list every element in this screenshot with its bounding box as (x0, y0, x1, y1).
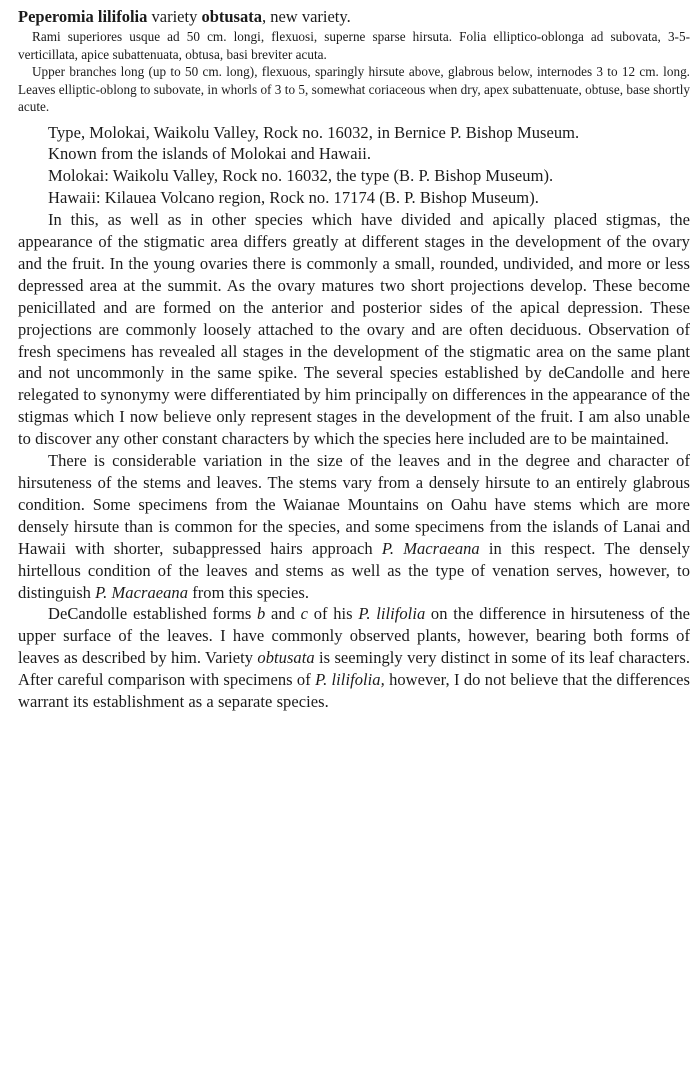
main-text (18, 122, 690, 713)
english-description: Upper branches long (up to 50 cm. long), flexuous, sparingly hirsute above, glabrous below, internodes 3 to 12 cm. long. Leaves elliptic-oblong to subovate, in whorls of 3 to 5, somewhat coriaceous when dry, apex subattenuate, obtuse, base shortly acute. (18, 64, 690, 114)
taxon-name: P. Macraeana (95, 582, 189, 602)
taxon-name: P. lilifolia (358, 604, 426, 624)
forms-paragraph (18, 603, 690, 713)
hawaii-record: Hawaii: Kilauea Volcano region, Rock no. 17174 (B. P. Bishop Museum). (48, 188, 539, 208)
forms-text-2: of his (308, 604, 359, 624)
variety-word: variety (151, 7, 198, 26)
taxon-name: obtusata (257, 648, 315, 668)
forms-text-1: DeCandolle established forms (48, 604, 257, 624)
variety-status: , new variety. (261, 7, 351, 26)
variation-paragraph (18, 450, 690, 603)
form-letter: b (256, 604, 266, 624)
type-statement: Type, Molokai, Waikolu Valley, Rock no. 16032, in Bernice P. Bishop Museum. (48, 122, 580, 142)
known-from: Known from the islands of Molokai and Hawaii. (48, 144, 372, 164)
molokai-record: Molokai: Waikolu Valley, Rock no. 16032, the type (B. P. Bishop Museum). (48, 166, 554, 186)
form-letter: c (300, 604, 309, 624)
species-heading (18, 6, 690, 28)
taxon-name: P. lilifolia, (315, 670, 385, 690)
variation-text-2: in this respect. The densely hirtellous condition of the leaves and stems as well as the type of venation serves, however, to distinguish (18, 538, 690, 602)
variation-text-1: There is considerable variation in the size of the leaves and in the degree and character of hirsuteness of the stems and leaves. The stems vary from a densely hirsute to an entirely glabrous condition. Some specimens from the Waianae Mountains on Oahu have stems which are more densely hirsute than is common for the species, and some specimens from the islands of Lanai and Hawaii with shorter, subappressed hairs approach (18, 451, 690, 558)
species-name: Peperomia lilifolia (18, 7, 148, 26)
forms-conjunction: and (265, 604, 301, 624)
forms-text-5: however, I do not believe that the differences warrant its establishment as a separate species. (18, 670, 690, 712)
variety-name: obtusata (201, 7, 262, 26)
latin-description: Rami superiores usque ad 50 cm. longi, flexuosi, superne sparse hirsuta. Folia elliptico-oblonga ad subovata, 3-5-verticillata, apice subattenuata, obtusa, basi breviter acuta. (18, 29, 690, 62)
variation-text-3: from this species. (188, 582, 310, 602)
forms-text-4: is seemingly very distinct in some of its leaf characters. After careful comparison with specimens of (18, 648, 690, 690)
taxon-name: P. Macraeana (381, 538, 480, 558)
stigma-paragraph: In this, as well as in other species which have divided and apically placed stigmas, the appearance of the stigmatic area differs greatly at different stages in the development of the ovary and the fruit. In the young ovaries there is commonly a small, rounded, undivided, and more or less depressed area at the summit. As the ovary matures two short projections develop. These become penicillated and are formed on the anterior and posterior sides of the apical depression. These projections are commonly loosely attached to the ovary and are often deciduous. Observation of fresh specimens has revealed all stages in the development of the stigmatic area on the same plant and not uncommonly in the same spike. The several species established by deCandolle and here relegated to synonymy were differentiated by him principally on differences in the appearance of the stigmas which I now believe only represent stages in the development of the fruit. I am also unable to discover any other constant characters by which the species here included are to be maintained. (18, 210, 690, 449)
forms-text-3: on the difference in hirsuteness of the upper surface of the leaves. I have commonly observed plants, however, bearing both forms of leaves as described by him. Variety (18, 604, 690, 668)
